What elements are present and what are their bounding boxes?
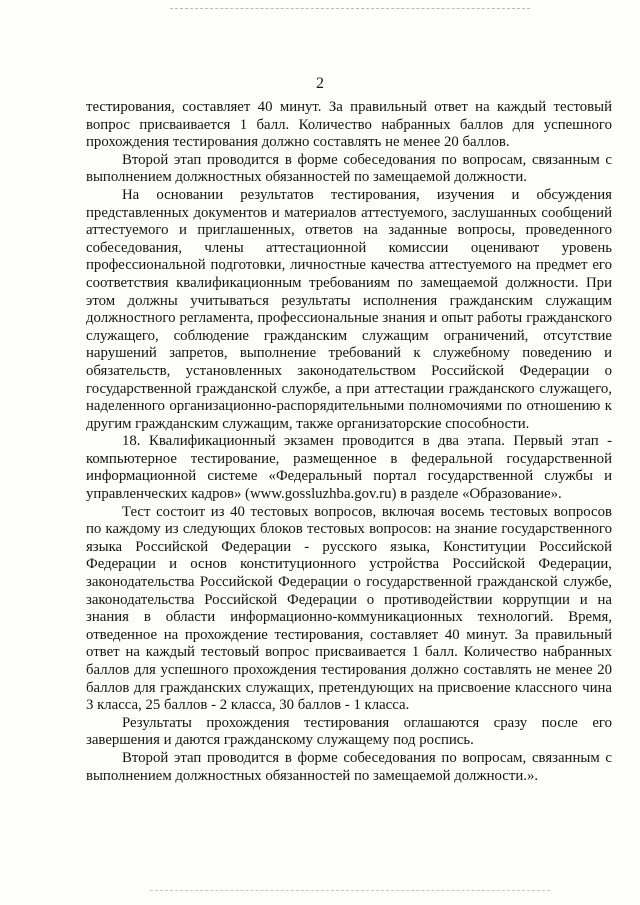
paragraph-test-structure: Тест состоит из 40 тестовых вопросов, включая восемь тестовых вопросов по каждому из следующих блоков тестовых вопросов: на знание государственного языка Российской Федерации - русского языка, Конституции Российской Федерации и основ конституционного устройства Российской Федерации, законодательства Российской Федерации о государственной гражданской службе, законодательства Российской Федерации о противодействии коррупции и на знания в области информационно-коммуникационных технологий. Время, отведенное на прохождение тестирования, составляет 40 минут. За правильный ответ на каждый тестовый вопрос присваивается 1 балл. Количество набранных баллов для успешного прохождения тестирования должно составлять не менее 20 баллов для гражданских служащих, претендующих на присвоение классного чина 3 класса, 25 баллов - 2 класса, 30 баллов - 1 класса. bbox=[86, 503, 612, 714]
document-body bbox=[86, 99, 612, 785]
paragraph-test-duration-continued: тестирования, составляет 40 минут. За правильный ответ на каждый тестовый вопрос присваивается 1 балл. Количество набранных баллов для успешного прохождения тестирования должно составлять не менее 20 баллов. bbox=[86, 99, 612, 151]
paragraph-qualification-exam: 18. Квалификационный экзамен проводится в два этапа. Первый этап - компьютерное тестирование, размещенное в федеральной государственной информационной системе «Федеральный портал государственной службы и управленческих кадров» (www.gossluzhba.gov.ru) в разделе «Образование». bbox=[86, 433, 612, 503]
scan-edge-top bbox=[170, 8, 530, 10]
paragraph-second-stage: Второй этап проводится в форме собеседования по вопросам, связанным с выполнением должностных обязанностей по замещаемой должности. bbox=[86, 151, 612, 186]
scan-edge-bottom bbox=[150, 890, 550, 892]
page-number: 2 bbox=[316, 75, 324, 92]
paragraph-interview-stage: Второй этап проводится в форме собеседования по вопросам, связанным с выполнением должностных обязанностей по замещаемой должности.». bbox=[86, 749, 612, 784]
paragraph-commission-assessment: На основании результатов тестирования, изучения и обсуждения представленных документов и материалов аттестуемого, заслушанных сообщений аттестуемого и приглашенных, ответов на заданные вопросы, проведенного собеседования, члены аттестационной комиссии оценивают уровень профессиональной подготовки, личностные качества аттестуемого на предмет его соответствия квалификационным требованиям по замещаемой должности. При этом должны учитываться результаты исполнения гражданским служащим должностного регламента, профессиональные знания и опыт работы гражданского служащего, соблюдение гражданским служащим ограничений, отсутствие нарушений запретов, выполнение требований к служебному поведению и обязательств, установленных законодательством Российской Федерации о государственной гражданской службе, а при аттестации гражданского служащего, наделенного организационно-распорядительными полномочиями по отношению к другим гражданским служащим, также организаторские способности. bbox=[86, 186, 612, 432]
paragraph-test-results: Результаты прохождения тестирования оглашаются сразу после его завершения и даются гражданскому служащему под роспись. bbox=[86, 714, 612, 749]
